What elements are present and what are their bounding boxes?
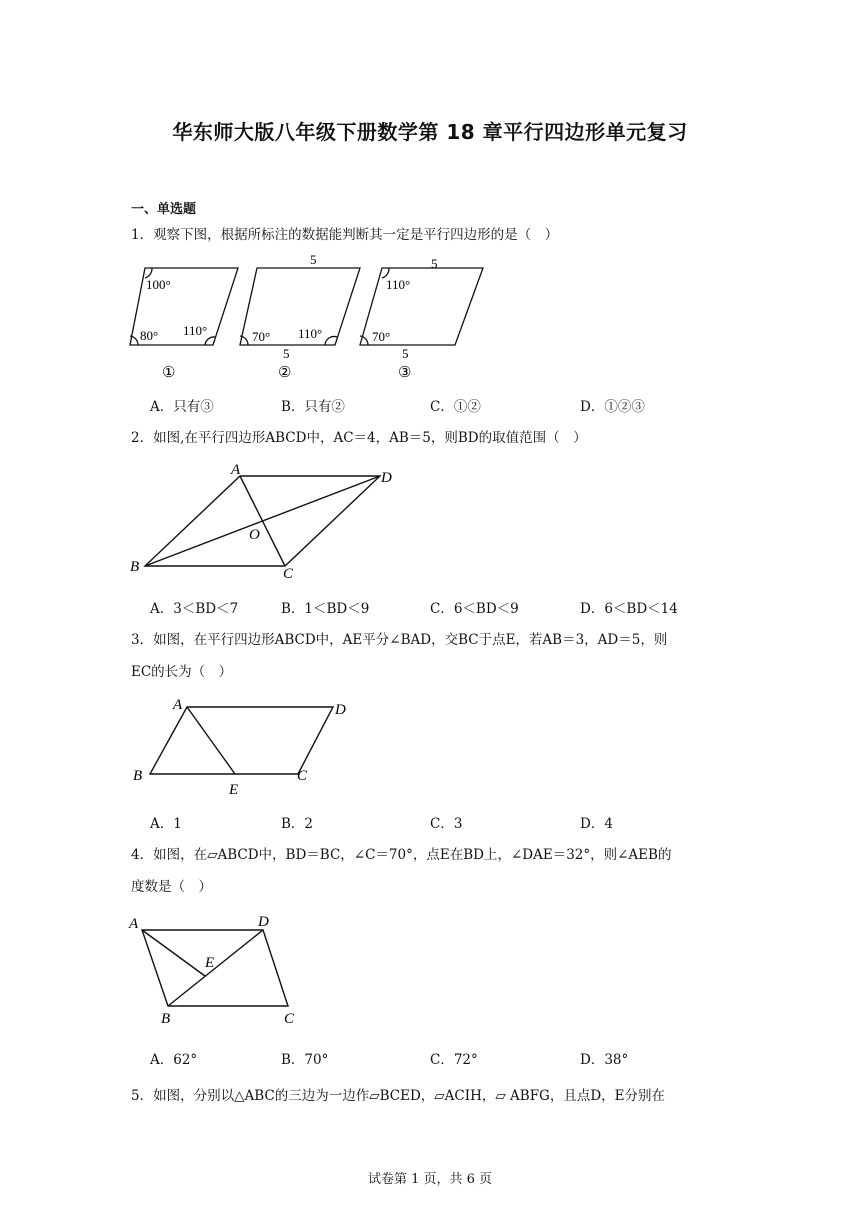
q1-angle-100: 100° bbox=[146, 277, 171, 292]
q1-angle-70b: 70° bbox=[372, 329, 391, 344]
q3-label-d: D bbox=[335, 702, 346, 718]
question-4-figure bbox=[125, 908, 315, 1033]
q2-option-d[interactable]: D．6＜BD＜14 bbox=[580, 601, 678, 617]
q2-label-o: O bbox=[249, 527, 260, 543]
q1-side-bottom-3: 5 bbox=[402, 346, 409, 361]
q1-angle-110: 110° bbox=[183, 323, 208, 338]
question-3-text-2: EC的长为（ ） bbox=[131, 664, 233, 680]
q1-option-d[interactable]: D．①②③ bbox=[580, 399, 645, 415]
question-3-text: 3．如图，在平行四边形ABCD中，AE平分∠BAD，交BC于点E，若AB＝3，AD＝5，则 bbox=[131, 632, 668, 648]
q3-option-b[interactable]: B．2 bbox=[281, 816, 314, 832]
question-2-text: 2．如图,在平行四边形ABCD中，AC＝4，AB＝5，则BD的取值范围（ ） bbox=[131, 430, 587, 446]
q1-label-3: ③ bbox=[398, 365, 412, 381]
q4-label-a: A bbox=[129, 916, 139, 932]
q1-side-top-2: 5 bbox=[310, 252, 317, 267]
question-2-figure bbox=[125, 458, 405, 583]
q3-option-d[interactable]: D．4 bbox=[580, 816, 613, 832]
question-4-text: 4．如图，在▱ABCD中，BD＝BC，∠C＝70°，点E在BD上，∠DAE＝32°，则∠AEB的 bbox=[131, 847, 672, 863]
question-1-text: 1．观察下图，根据所标注的数据能判断其一定是平行四边形的是（ ） bbox=[131, 227, 559, 243]
q4-label-c: C bbox=[284, 1011, 295, 1027]
q2-option-b[interactable]: B．1＜BD＜9 bbox=[281, 601, 370, 617]
q1-side-bottom-2: 5 bbox=[283, 346, 290, 361]
q1-angle-110b: 110° bbox=[298, 326, 323, 341]
q3-option-a[interactable]: A．1 bbox=[150, 816, 182, 832]
q1-side-top-3: 5 bbox=[431, 256, 438, 271]
q2-label-a: A bbox=[231, 462, 241, 478]
question-4-text-2: 度数是（ ） bbox=[131, 879, 212, 895]
section-heading: 一、单选题 bbox=[131, 202, 197, 217]
q2-label-c: C bbox=[283, 566, 294, 582]
question-5-text: 5．如图，分别以△ABC的三边为一边作▱BCED，▱ACIH，▱ ABFG，且点D，E分别在 bbox=[131, 1088, 666, 1104]
q4-label-d: D bbox=[258, 914, 269, 930]
q1-label-2: ② bbox=[278, 365, 292, 381]
q2-label-b: B bbox=[130, 559, 140, 575]
q2-option-c[interactable]: C．6＜BD＜9 bbox=[430, 601, 519, 617]
q3-label-b: B bbox=[133, 768, 143, 784]
q1-angle-110c: 110° bbox=[386, 277, 411, 292]
q3-label-e: E bbox=[229, 782, 239, 798]
question-1-figure bbox=[120, 252, 510, 387]
q4-option-d[interactable]: D．38° bbox=[580, 1052, 629, 1068]
q4-label-e: E bbox=[205, 955, 215, 971]
question-3-figure bbox=[125, 692, 365, 802]
q3-label-a: A bbox=[173, 697, 183, 713]
q4-option-a[interactable]: A．62° bbox=[150, 1052, 198, 1068]
q3-label-c: C bbox=[297, 768, 308, 784]
q4-label-b: B bbox=[161, 1011, 171, 1027]
q1-option-a[interactable]: A．只有③ bbox=[150, 399, 214, 415]
q1-option-b[interactable]: B．只有② bbox=[281, 399, 345, 415]
q3-option-c[interactable]: C．3 bbox=[430, 816, 463, 832]
q2-label-d: D bbox=[381, 470, 392, 486]
q1-label-1: ① bbox=[162, 365, 176, 381]
q2-option-a[interactable]: A．3＜BD＜7 bbox=[150, 601, 239, 617]
q1-angle-80: 80° bbox=[140, 328, 159, 343]
q1-option-c[interactable]: C．①② bbox=[430, 399, 481, 415]
page-title: 华东师大版八年级下册数学第 18 章平行四边形单元复习 bbox=[172, 120, 688, 144]
q4-option-c[interactable]: C．72° bbox=[430, 1052, 478, 1068]
q4-option-b[interactable]: B．70° bbox=[281, 1052, 329, 1068]
q1-angle-70: 70° bbox=[252, 329, 271, 344]
page-footer: 试卷第 1 页，共 6 页 bbox=[367, 1172, 493, 1187]
